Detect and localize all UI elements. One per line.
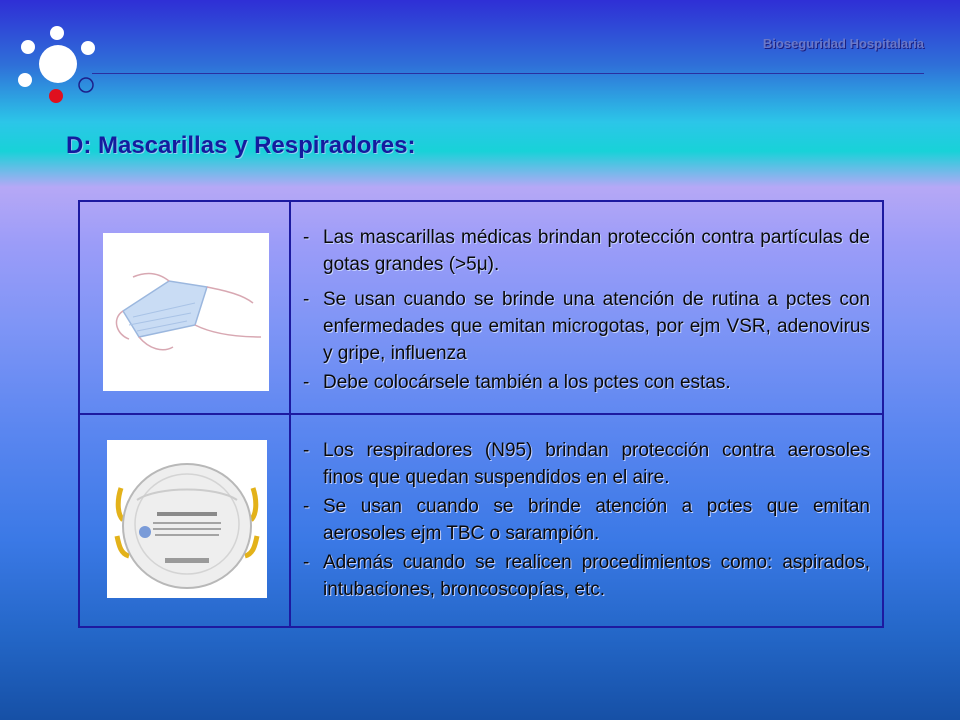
- list-item: - Las mascarillas médicas brindan protección contra partículas de gotas grandes (>5μ).: [303, 227, 870, 275]
- table-row-respiradores: [80, 413, 882, 626]
- image-cell: [80, 415, 291, 626]
- list-item: - Debe colocársele también a los pctes con estas.: [303, 372, 731, 393]
- image-cell: [80, 202, 291, 413]
- n95-respirator-image: [107, 440, 267, 598]
- list-item: - Se usan cuando se brinde atención a pctes que emitan aerosoles ejm TBC o sarampión.: [303, 496, 870, 544]
- text-cell: [293, 415, 882, 626]
- molecule-logo-icon: [0, 0, 110, 110]
- text-cell: [293, 202, 882, 413]
- list-item: - Además cuando se realicen procedimientos como: aspirados, intubaciones, broncoscopías, etc.: [303, 552, 870, 600]
- brand-label: Bioseguridad Hospitalaria: [762, 36, 924, 51]
- table-row-mascarillas: [80, 202, 882, 413]
- surgical-mask-image: [103, 233, 269, 391]
- slide-title: D: Mascarillas y Respiradores:: [66, 132, 416, 159]
- header-divider: [92, 73, 924, 74]
- content-table: [78, 200, 884, 628]
- list-item: - Se usan cuando se brinde una atención de rutina a pctes con enfermedades que emitan microgotas, por ejm VSR, adenovirus y gripe, influenza: [303, 289, 870, 364]
- list-item: - Los respiradores (N95) brindan protección contra aerosoles finos que quedan suspendidos en el aire.: [303, 440, 870, 488]
